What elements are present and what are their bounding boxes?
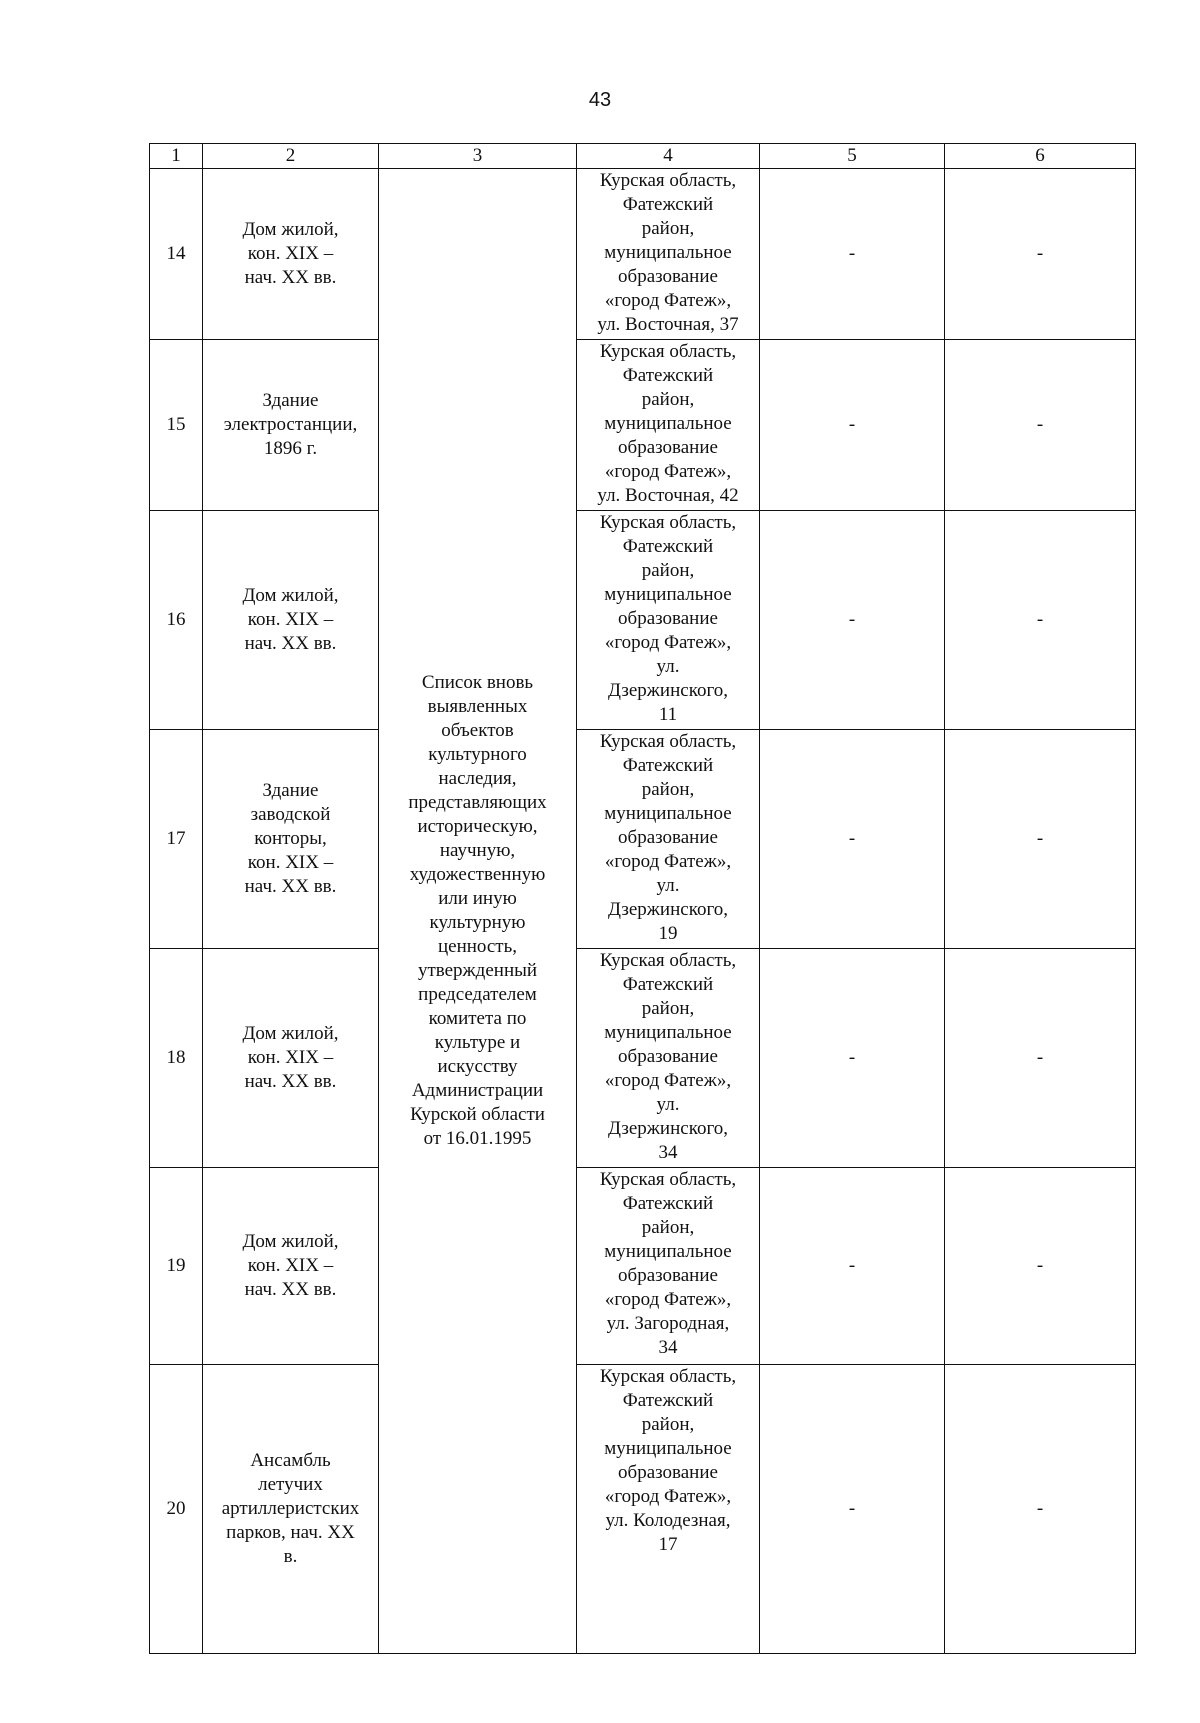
table-row xyxy=(150,340,1136,511)
col5-value xyxy=(760,949,945,1168)
col5-value xyxy=(760,340,945,511)
col5-value xyxy=(760,511,945,730)
table-row xyxy=(150,511,1136,730)
table-row xyxy=(150,1365,1136,1654)
object-address-text: Курская область, Фатежский район, муниципальное образование «город Фатеж», ул. Загородная, 34 xyxy=(599,1169,737,1358)
row-number xyxy=(150,1365,203,1654)
object-name xyxy=(203,1365,379,1654)
col6-value xyxy=(945,169,1136,340)
source-document-text: Список вновь выявленных объектов культурного наследия, представляющих историческую, научную, художественную или иную культурную ценность, утвержденный председателем комитета по культуре и искусству Администрации Курской области от 16.01.1995 xyxy=(408,672,547,1149)
col6-text: - xyxy=(1036,243,1044,264)
object-name xyxy=(203,511,379,730)
col5-text: - xyxy=(848,1255,856,1276)
header-col-2: 2 xyxy=(203,144,379,169)
object-address xyxy=(577,730,760,949)
object-address xyxy=(577,340,760,511)
col6-value xyxy=(945,1365,1136,1654)
object-address-text: Курская область, Фатежский район, муниципальное образование «город Фатеж», ул. Восточная, 37 xyxy=(597,170,739,335)
object-name-text: Дом жилой, кон. XIX – нач. XX вв. xyxy=(242,1023,339,1092)
header-col-1: 1 xyxy=(150,144,203,169)
row-number xyxy=(150,511,203,730)
col5-text: - xyxy=(848,1498,856,1519)
object-name xyxy=(203,949,379,1168)
object-name xyxy=(203,169,379,340)
col5-text: - xyxy=(848,243,856,264)
col6-text: - xyxy=(1036,1498,1044,1519)
col5-value xyxy=(760,1365,945,1654)
object-address xyxy=(577,511,760,730)
source-document-cell xyxy=(379,169,577,1654)
row-number-text: 18 xyxy=(166,1047,186,1068)
col6-value xyxy=(945,340,1136,511)
col6-text: - xyxy=(1036,609,1044,630)
object-address xyxy=(577,949,760,1168)
table-row xyxy=(150,1168,1136,1365)
col6-value xyxy=(945,511,1136,730)
object-address-text: Курская область, Фатежский район, муниципальное образование «город Фатеж», ул. Дзержинского, 19 xyxy=(599,731,737,944)
object-name xyxy=(203,730,379,949)
page-number: 43 xyxy=(588,89,612,111)
object-name xyxy=(203,1168,379,1365)
object-name-text: Здание электростанции, 1896 г. xyxy=(223,390,358,459)
col5-value xyxy=(760,1168,945,1365)
object-name-text: Ансамбль летучих артиллеристских парков, нач. XX в. xyxy=(221,1450,360,1567)
row-number-text: 16 xyxy=(166,609,186,630)
col6-text: - xyxy=(1036,828,1044,849)
row-number xyxy=(150,730,203,949)
row-number-text: 14 xyxy=(166,243,186,264)
col6-text: - xyxy=(1036,1255,1044,1276)
table-row xyxy=(150,949,1136,1168)
row-number-text: 15 xyxy=(166,414,186,435)
header-col-5: 5 xyxy=(760,144,945,169)
col6-value xyxy=(945,730,1136,949)
object-address-text: Курская область, Фатежский район, муниципальное образование «город Фатеж», ул. Восточная, 42 xyxy=(597,341,739,506)
object-name-text: Здание заводской конторы, кон. XIX – нач. XX вв. xyxy=(244,780,337,897)
header-col-4: 4 xyxy=(577,144,760,169)
row-number-text: 17 xyxy=(166,828,186,849)
row-number xyxy=(150,169,203,340)
object-name-text: Дом жилой, кон. XIX – нач. XX вв. xyxy=(242,1231,339,1300)
col5-text: - xyxy=(848,414,856,435)
object-address-text: Курская область, Фатежский район, муниципальное образование «город Фатеж», ул. Дзержинского, 34 xyxy=(599,950,737,1163)
table-row xyxy=(150,730,1136,949)
row-number xyxy=(150,1168,203,1365)
row-number-text: 20 xyxy=(166,1498,186,1519)
header-col-6: 6 xyxy=(945,144,1136,169)
col6-value xyxy=(945,1168,1136,1365)
col5-text: - xyxy=(848,609,856,630)
header-row xyxy=(150,144,1136,169)
row-number xyxy=(150,949,203,1168)
col6-text: - xyxy=(1036,414,1044,435)
object-address xyxy=(577,169,760,340)
col5-text: - xyxy=(848,828,856,849)
object-address xyxy=(577,1365,760,1654)
object-name xyxy=(203,340,379,511)
row-number xyxy=(150,340,203,511)
object-name-text: Дом жилой, кон. XIX – нач. XX вв. xyxy=(242,585,339,654)
col5-value xyxy=(760,169,945,340)
col6-value xyxy=(945,949,1136,1168)
object-name-text: Дом жилой, кон. XIX – нач. XX вв. xyxy=(242,219,339,288)
col5-text: - xyxy=(848,1047,856,1068)
object-address-text: Курская область, Фатежский район, муниципальное образование «город Фатеж», ул. Дзержинского, 11 xyxy=(599,512,737,725)
object-address xyxy=(577,1168,760,1365)
object-address-text: Курская область, Фатежский район, муниципальное образование «город Фатеж», ул. Колодезная, 17 xyxy=(599,1366,737,1555)
table-row xyxy=(150,169,1136,340)
col6-text: - xyxy=(1036,1047,1044,1068)
header-col-3: 3 xyxy=(379,144,577,169)
col5-value xyxy=(760,730,945,949)
heritage-objects-table xyxy=(149,143,1136,1654)
row-number-text: 19 xyxy=(166,1255,186,1276)
